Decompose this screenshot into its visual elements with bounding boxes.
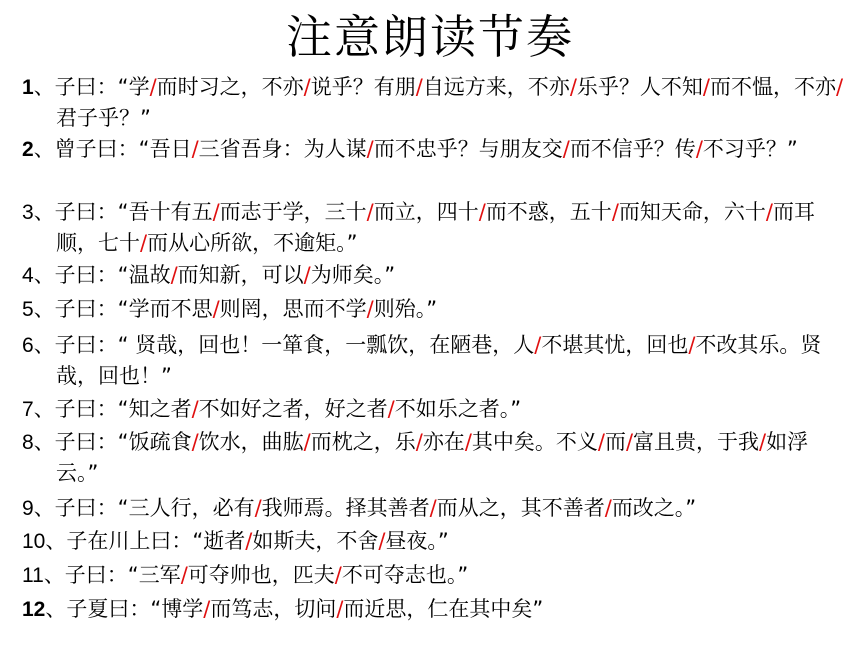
quote-text: 而近思，仁在其中矣” <box>343 597 544 621</box>
pause-mark: / <box>336 597 344 621</box>
quote-text: 君子乎？” <box>56 106 151 130</box>
quote-text: 如浮云。” <box>56 430 809 485</box>
quote-text: 而耳顺，七十 <box>56 200 815 255</box>
quote-text: 、子曰：“学而不思 <box>33 297 213 321</box>
pause-mark: / <box>688 333 696 357</box>
quote-text: 而 <box>604 430 626 454</box>
quote-text: 我师焉。择其善者 <box>261 496 430 520</box>
quote-text: 而时习之，不亦 <box>156 75 304 99</box>
pause-mark: / <box>334 563 342 587</box>
pause-mark: / <box>254 496 262 520</box>
pause-mark: / <box>245 529 253 553</box>
item-number: 11 <box>22 564 44 587</box>
pause-mark: / <box>191 137 199 161</box>
quote-text: 不堪其忧，回也 <box>541 333 689 357</box>
pause-mark: / <box>149 75 157 99</box>
pause-mark: / <box>534 333 542 357</box>
quote-text: 为师矣。” <box>310 263 396 287</box>
pause-mark: / <box>597 430 605 454</box>
quote-text: 而立，四十 <box>373 200 479 224</box>
list-item <box>22 134 846 165</box>
quote-text: 而枕之，乐 <box>310 430 416 454</box>
item-number: 1 <box>22 76 34 99</box>
quote-text: 而知新，可以 <box>177 263 304 287</box>
pause-mark: / <box>562 137 570 161</box>
pause-mark: / <box>303 75 311 99</box>
quote-text: 、子曰：“三军 <box>43 563 181 587</box>
list-item <box>22 526 846 557</box>
pause-mark: / <box>702 75 710 99</box>
pause-mark: / <box>203 597 211 621</box>
pause-mark: / <box>569 75 577 99</box>
quote-text: 乐乎？人不知 <box>576 75 703 99</box>
quote-text: 不如好之者，好之者 <box>198 397 388 421</box>
quote-text: 饮水，曲肱 <box>198 430 304 454</box>
quote-text: 、子曰：“吾十有五 <box>33 200 213 224</box>
quote-text: 而从之，其不善者 <box>436 496 605 520</box>
pause-mark: / <box>695 137 703 161</box>
list-item <box>22 560 846 591</box>
list-item <box>22 594 846 625</box>
quote-text: 而笃志，切问 <box>210 597 337 621</box>
pause-mark: / <box>429 496 437 520</box>
quote-text: 、曾子曰：“吾日 <box>33 137 192 161</box>
quote-text: 不习乎？” <box>702 137 798 161</box>
pause-mark: / <box>212 297 220 321</box>
pause-mark: / <box>387 397 395 421</box>
pause-mark: / <box>191 430 199 454</box>
list-item <box>22 260 846 291</box>
quote-text: 而不愠，不亦 <box>709 75 836 99</box>
quote-text: 其中矣。不义 <box>471 430 598 454</box>
item-number: 7 <box>22 398 34 421</box>
quote-text: 而改之。” <box>611 496 697 520</box>
pause-mark: / <box>625 430 634 454</box>
pause-mark: / <box>191 397 199 421</box>
item-number: 8 <box>22 431 34 454</box>
item-number: 5 <box>22 298 34 321</box>
quote-text: 、子在川上曰：“逝者 <box>45 529 246 553</box>
pause-mark: / <box>759 430 767 454</box>
quote-text: 富且贵，于我 <box>633 430 760 454</box>
quote-text: 亦在 <box>422 430 465 454</box>
item-number: 4 <box>22 264 34 287</box>
list-item <box>22 197 846 258</box>
quote-text: 则殆。” <box>373 297 438 321</box>
pause-mark: / <box>604 496 612 520</box>
item-number: 12 <box>22 598 46 621</box>
quote-text: 自远方来，不亦 <box>422 75 570 99</box>
quote-text: 、子曰：“ 贤哉，回也！一箪食，一瓢饮，在陋巷，人 <box>33 333 535 357</box>
item-number: 6 <box>22 334 34 357</box>
quote-text: 、子曰：“温故 <box>33 263 171 287</box>
quote-text: 则罔，思而不学 <box>219 297 367 321</box>
quote-text: 、子曰：“饭疏食 <box>33 430 192 454</box>
quote-text: 而不忠乎？与朋友交 <box>373 137 563 161</box>
pause-mark: / <box>170 263 178 287</box>
pause-mark: / <box>464 430 472 454</box>
page-title: 注意朗读节奏 <box>286 10 574 64</box>
pause-mark: / <box>366 200 374 224</box>
list-item <box>22 330 846 391</box>
item-number: 10 <box>22 530 46 553</box>
item-number: 9 <box>22 497 34 520</box>
quote-text: 说乎？有朋 <box>310 75 416 99</box>
quote-text: 而知天命，六十 <box>618 200 766 224</box>
item-number: 2 <box>22 138 34 161</box>
quote-text: 而不惑，五十 <box>485 200 612 224</box>
quote-text: 而志于学，三十 <box>219 200 367 224</box>
pause-mark: / <box>415 75 423 99</box>
pause-mark: / <box>303 263 311 287</box>
quote-text: 、子曰：“学 <box>33 75 150 99</box>
quote-text: 昼夜。” <box>385 529 449 553</box>
pause-mark: / <box>180 563 188 587</box>
quote-text: 可夺帅也，匹夫 <box>187 563 335 587</box>
pause-mark: / <box>415 430 423 454</box>
quote-text: 、子曰：“三人行，必有 <box>33 496 255 520</box>
quote-text: 三省吾身：为人谋 <box>198 137 367 161</box>
quote-text: 而不信乎？传 <box>569 137 696 161</box>
list-item <box>22 72 846 133</box>
pause-mark: / <box>140 231 148 255</box>
quote-text: 不可夺志也。” <box>341 563 469 587</box>
quote-text: 不改其乐。贤哉，回也！” <box>56 333 822 388</box>
list-item <box>22 493 846 524</box>
pause-mark: / <box>366 137 374 161</box>
pause-mark: / <box>212 200 220 224</box>
quote-text: 如斯夫，不舍 <box>252 529 379 553</box>
pause-mark: / <box>378 529 386 553</box>
quote-text: 而从心所欲，不逾矩。” <box>147 231 358 255</box>
pause-mark: / <box>303 430 311 454</box>
pause-mark: / <box>478 200 486 224</box>
quote-text: 、子夏曰：“博学 <box>45 597 204 621</box>
list-item <box>22 427 846 488</box>
quote-text: 不如乐之者。” <box>394 397 522 421</box>
pause-mark: / <box>765 200 773 224</box>
list-item <box>22 394 846 425</box>
list-item <box>22 294 846 325</box>
pause-mark: / <box>366 297 374 321</box>
quote-text: 、子曰：“知之者 <box>33 397 192 421</box>
item-number: 3 <box>22 201 34 224</box>
pause-mark: / <box>611 200 619 224</box>
pause-mark: / <box>835 75 844 99</box>
